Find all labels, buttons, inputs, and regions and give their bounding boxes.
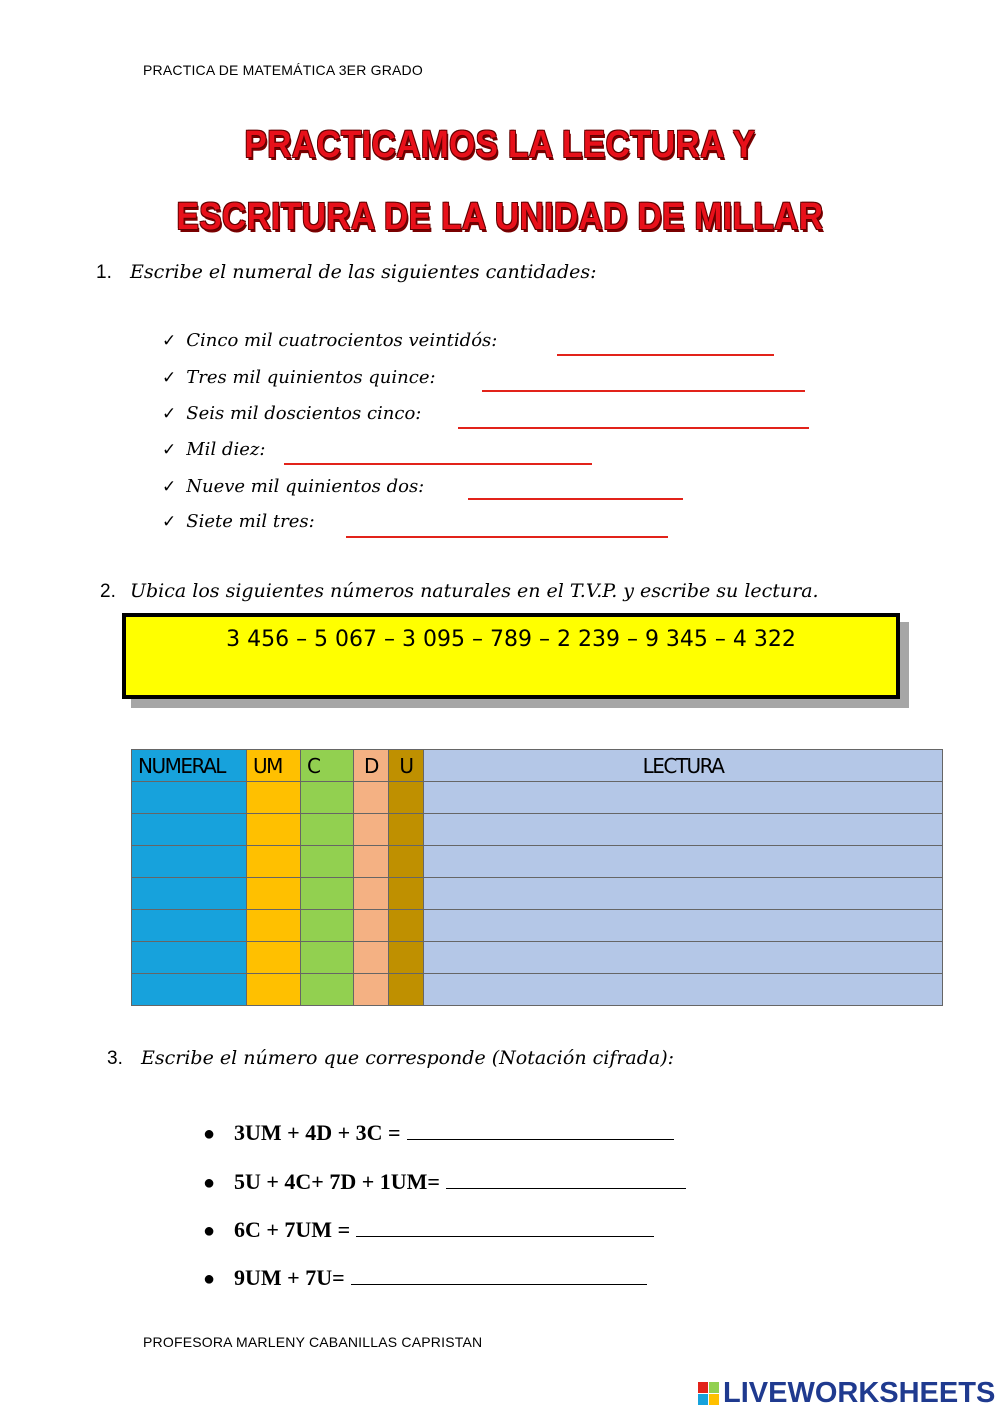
cell-d[interactable] — [354, 942, 389, 974]
header-lectura: LECTURA — [424, 750, 943, 782]
cell-um[interactable] — [247, 782, 301, 814]
cell-c[interactable] — [301, 814, 354, 846]
cell-um[interactable] — [247, 974, 301, 1006]
cell-d[interactable] — [354, 974, 389, 1006]
check-item-label: Nueve mil quinientos dos: — [186, 476, 425, 497]
table-row — [132, 814, 943, 846]
bullet-item — [203, 1119, 674, 1146]
cell-c[interactable] — [301, 942, 354, 974]
cell-um[interactable] — [247, 878, 301, 910]
check-item — [162, 330, 497, 351]
cell-u[interactable] — [389, 942, 424, 974]
numbers-list: 3 456 – 5 067 – 3 095 – 789 – 2 239 – 9 345 – 4 322 — [226, 627, 796, 652]
cell-lectura[interactable] — [424, 846, 943, 878]
cell-u[interactable] — [389, 846, 424, 878]
cell-lectura[interactable] — [424, 910, 943, 942]
check-item-label: Siete mil tres: — [186, 511, 315, 532]
bullet-icon: ● — [203, 1268, 216, 1290]
checkmark-icon: ✓ — [162, 331, 177, 351]
cell-c[interactable] — [301, 782, 354, 814]
logo-text: LIVEWORKSHEETS — [723, 1377, 996, 1409]
section-3-number: 3. — [107, 1048, 123, 1069]
bullet-item-label: 9UM + 7U= — [234, 1265, 345, 1290]
check-item — [162, 511, 315, 532]
cell-lectura[interactable] — [424, 942, 943, 974]
table-row — [132, 878, 943, 910]
cell-d[interactable] — [354, 814, 389, 846]
liveworksheets-logo[interactable] — [698, 1377, 995, 1411]
cell-d[interactable] — [354, 782, 389, 814]
cell-numeral[interactable] — [132, 942, 247, 974]
cell-numeral[interactable] — [132, 878, 247, 910]
cell-d[interactable] — [354, 910, 389, 942]
cell-lectura[interactable] — [424, 782, 943, 814]
check-item — [162, 439, 265, 460]
cell-c[interactable] — [301, 846, 354, 878]
cell-lectura[interactable] — [424, 814, 943, 846]
answer-line-1[interactable] — [557, 354, 774, 356]
cell-c[interactable] — [301, 878, 354, 910]
cell-numeral[interactable] — [132, 782, 247, 814]
cell-c[interactable] — [301, 910, 354, 942]
checkmark-icon: ✓ — [162, 368, 177, 388]
check-item — [162, 403, 421, 424]
logo-icon — [698, 1382, 720, 1406]
footer-text: PROFESORA MARLENY CABANILLAS CAPRISTAN — [143, 1334, 483, 1350]
bullet-icon: ● — [203, 1220, 216, 1242]
bullet-item-label: 6C + 7UM = — [234, 1217, 351, 1242]
checkmark-icon: ✓ — [162, 512, 177, 532]
table-row — [132, 974, 943, 1006]
check-item — [162, 367, 436, 388]
checkmark-icon: ✓ — [162, 440, 177, 460]
cell-lectura[interactable] — [424, 974, 943, 1006]
section-3-heading — [107, 1047, 674, 1070]
cell-numeral[interactable] — [132, 910, 247, 942]
cell-um[interactable] — [247, 846, 301, 878]
header-d: D — [354, 750, 389, 782]
section-1-title: Escribe el numeral de las siguientes cantidades: — [130, 261, 597, 283]
bullet-item — [203, 1216, 654, 1243]
check-item — [162, 476, 424, 497]
bullet-item — [203, 1168, 686, 1195]
answer-line-9[interactable] — [356, 1216, 654, 1237]
table-row — [132, 782, 943, 814]
section-3-title: Escribe el número que corresponde (Notación cifrada): — [141, 1047, 675, 1069]
answer-line-2[interactable] — [482, 390, 805, 392]
answer-line-3[interactable] — [458, 427, 809, 429]
cell-um[interactable] — [247, 814, 301, 846]
header-c: C — [301, 750, 354, 782]
section-1-number: 1. — [96, 262, 112, 283]
section-2-heading — [100, 580, 819, 603]
bullet-item — [203, 1264, 647, 1291]
header-text: PRACTICA DE MATEMÁTICA 3ER GRADO — [143, 62, 423, 78]
bullet-item-label: 5U + 4C+ 7D + 1UM= — [234, 1169, 440, 1194]
cell-numeral[interactable] — [132, 974, 247, 1006]
section-2-title: Ubica los siguientes números naturales en el T.V.P. y escribe su lectura. — [130, 580, 819, 602]
header-um: UM — [247, 750, 301, 782]
bullet-icon: ● — [203, 1123, 216, 1145]
cell-numeral[interactable] — [132, 846, 247, 878]
answer-line-4[interactable] — [284, 463, 592, 465]
cell-c[interactable] — [301, 974, 354, 1006]
header-u: U — [389, 750, 424, 782]
cell-d[interactable] — [354, 846, 389, 878]
section-1-heading — [96, 261, 597, 284]
cell-u[interactable] — [389, 782, 424, 814]
cell-u[interactable] — [389, 910, 424, 942]
cell-u[interactable] — [389, 974, 424, 1006]
cell-lectura[interactable] — [424, 878, 943, 910]
answer-line-8[interactable] — [446, 1168, 686, 1189]
bullet-icon: ● — [203, 1172, 216, 1194]
place-value-table — [131, 749, 943, 1006]
table-header-row — [132, 750, 943, 782]
table-row — [132, 910, 943, 942]
answer-line-5[interactable] — [468, 498, 683, 500]
table-row — [132, 942, 943, 974]
check-item-label: Seis mil doscientos cinco: — [186, 403, 422, 424]
section-2-number: 2. — [100, 581, 116, 602]
numbers-box — [122, 613, 900, 699]
answer-line-10[interactable] — [351, 1264, 647, 1285]
check-item-label: Tres mil quinientos quince: — [186, 367, 436, 388]
checkmark-icon: ✓ — [162, 404, 177, 424]
cell-u[interactable] — [389, 814, 424, 846]
cell-u[interactable] — [389, 878, 424, 910]
check-item-label: Cinco mil cuatrocientos veintidós: — [186, 330, 498, 351]
table-row — [132, 846, 943, 878]
page-title-line-1: PRACTICAMOS LA LECTURA Y — [244, 124, 756, 166]
answer-line-7[interactable] — [407, 1119, 674, 1140]
bullet-item-label: 3UM + 4D + 3C = — [234, 1120, 401, 1145]
cell-um[interactable] — [247, 910, 301, 942]
page-title-line-2: ESCRITURA DE LA UNIDAD DE MILLAR — [176, 196, 824, 238]
cell-um[interactable] — [247, 942, 301, 974]
check-item-label: Mil diez: — [186, 439, 266, 460]
answer-line-6[interactable] — [346, 536, 668, 538]
header-numeral: NUMERAL — [132, 750, 247, 782]
checkmark-icon: ✓ — [162, 477, 177, 497]
cell-d[interactable] — [354, 878, 389, 910]
cell-numeral[interactable] — [132, 814, 247, 846]
